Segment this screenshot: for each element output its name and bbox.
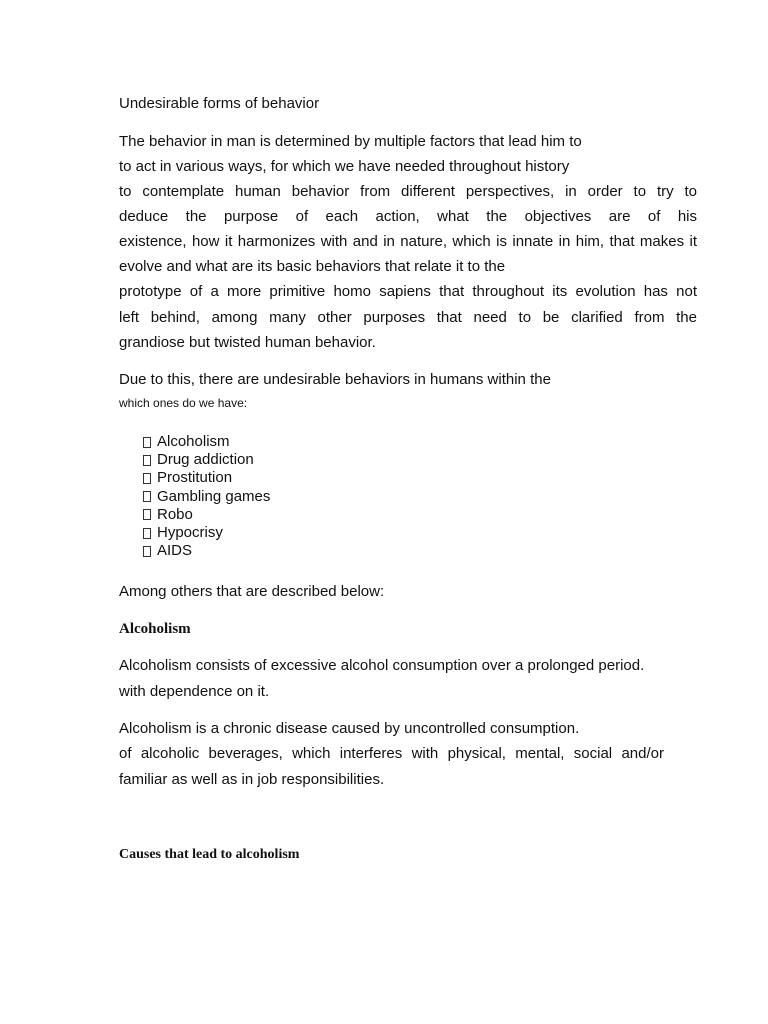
among-line: Among others that are described below: bbox=[119, 583, 385, 600]
intro-line: existence, how it harmonizes with and in nature, which is innate in him, that makes it bbox=[119, 233, 697, 250]
checkbox-icon bbox=[143, 528, 151, 539]
checkbox-icon bbox=[143, 546, 151, 557]
checkbox-icon bbox=[143, 473, 151, 484]
checkbox-icon bbox=[143, 509, 151, 520]
which-line: which ones do we have: bbox=[119, 396, 248, 410]
checkbox-icon bbox=[143, 455, 151, 466]
list-item: AIDS bbox=[143, 542, 270, 560]
intro-line: left behind, among many other purposes that need to be clarified from the bbox=[119, 309, 697, 326]
intro-line: to act in various ways, for which we have needed throughout history bbox=[119, 158, 570, 175]
intro-line: grandiose but twisted human behavior. bbox=[119, 334, 376, 351]
list-item: Gambling games bbox=[143, 488, 270, 506]
section-heading-alcoholism: Alcoholism bbox=[119, 621, 191, 637]
checkbox-icon bbox=[143, 437, 151, 448]
list-item: Prostitution bbox=[143, 469, 270, 487]
due-line: Due to this, there are undesirable behaviors in humans within the bbox=[119, 371, 551, 388]
list-item: Alcoholism bbox=[143, 433, 270, 451]
intro-line: to contemplate human behavior from different perspectives, in order to try to bbox=[119, 183, 697, 200]
intro-line: evolve and what are its basic behaviors that relate it to the bbox=[119, 258, 506, 275]
alcoholism-paragraph-line: Alcoholism consists of excessive alcohol consumption over a prolonged period. bbox=[119, 657, 645, 674]
alcoholism-paragraph-line: of alcoholic beverages, which interferes with physical, mental, social and/or bbox=[119, 745, 664, 762]
intro-line: deduce the purpose of each action, what the objectives are of his bbox=[119, 208, 697, 225]
behaviors-list bbox=[143, 433, 270, 560]
checkbox-icon bbox=[143, 491, 151, 502]
alcoholism-paragraph-line: Alcoholism is a chronic disease caused by uncontrolled consumption. bbox=[119, 720, 580, 737]
section-heading-causes: Causes that lead to alcoholism bbox=[119, 847, 300, 862]
intro-line: The behavior in man is determined by multiple factors that lead him to bbox=[119, 133, 582, 150]
document-title: Undesirable forms of behavior bbox=[119, 95, 320, 112]
list-item: Hypocrisy bbox=[143, 524, 270, 542]
alcoholism-paragraph-line: familiar as well as in job responsibilities. bbox=[119, 771, 385, 788]
list-item: Robo bbox=[143, 506, 270, 524]
intro-line: prototype of a more primitive homo sapiens that throughout its evolution has not bbox=[119, 283, 697, 300]
list-item: Drug addiction bbox=[143, 451, 270, 469]
alcoholism-paragraph-line: with dependence on it. bbox=[119, 683, 270, 700]
